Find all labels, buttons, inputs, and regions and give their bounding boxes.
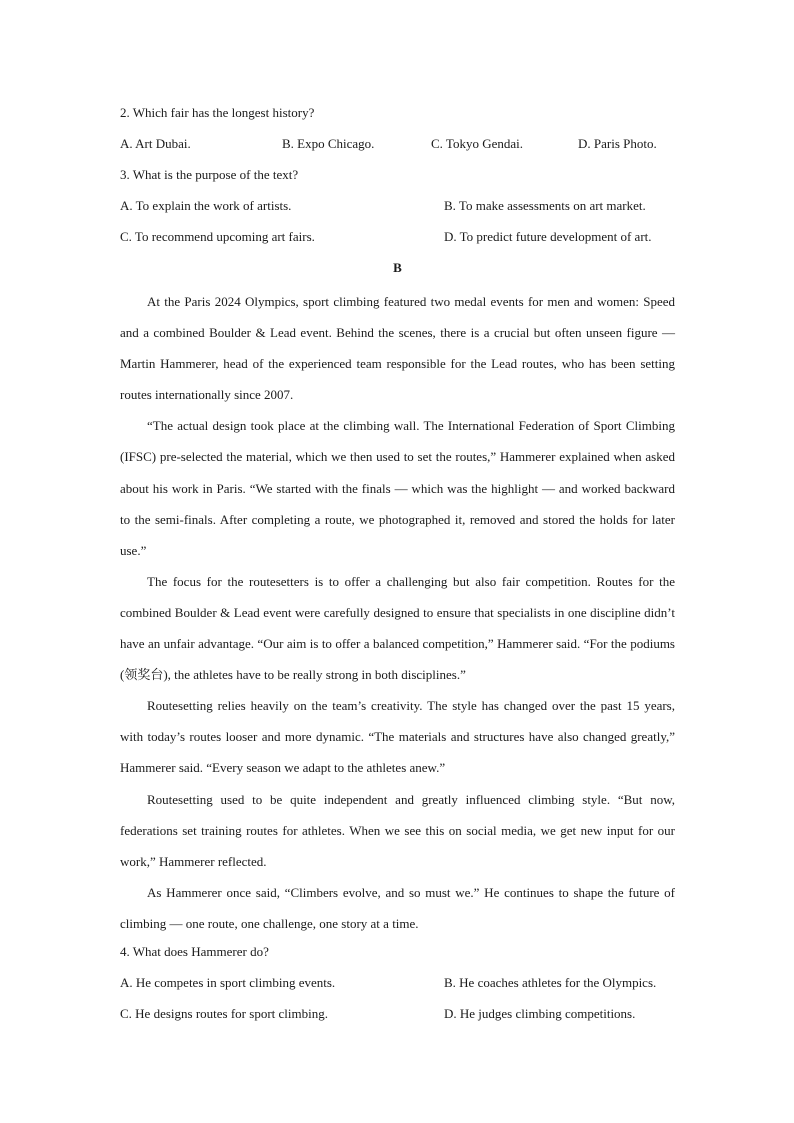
exam-page [120, 100, 675, 1032]
question-3: 3. What is the purpose of the text? [120, 167, 299, 182]
q4-option-d: D. He judges climbing competitions. [444, 1005, 636, 1021]
section-b-title: B [393, 260, 402, 275]
question-4-options-row-2 [120, 1001, 675, 1032]
q2-option-d: D. Paris Photo. [578, 136, 657, 151]
q2-option-a: A. Art Dubai. [120, 136, 191, 151]
question-2-options [120, 131, 675, 162]
passage-paragraph-4: Routesetting relies heavily on the team’s creativity. The style has changed over the past 15 years, with today’s routes looser and more dynamic. “The materials and structures have also changed greatly,” Hammerer said. “Every season we adapt to the athletes anew.” [120, 698, 675, 776]
passage-paragraph-1: At the Paris 2024 Olympics, sport climbing featured two medal events for men and women: Speed and a combined Boulder & Lead event. Behind the scenes, there is a crucial but often unseen figure — Martin Hammerer, head of the experienced team responsible for the Lead routes, who has been setting routes internationally since 2007. [120, 294, 675, 403]
passage-paragraph-5: Routesetting used to be quite independent and greatly influenced climbing style. “But now, federations set training routes for athletes. When we see this on social media, we get new input for our work,” Hammerer reflected. [120, 791, 675, 869]
q4-option-c: C. He designs routes for sport climbing. [120, 1005, 328, 1021]
passage-paragraph-3: The focus for the routesetters is to offer a challenging but also fair competition. Routes for the combined Boulder & Lead event were carefully designed to ensure that specialists in one discipline didn’t have an unfair advantage. “Our aim is to offer a balanced competition,” Hammerer said. “For the podiums (领奖台), the athletes have to be really strong in both disciplines.” [120, 573, 675, 683]
q3-option-c: C. To recommend upcoming art fairs. [120, 229, 315, 244]
question-4: 4. What does Hammerer do? [120, 943, 269, 959]
question-3-options-row-1 [120, 193, 675, 224]
q2-option-b: B. Expo Chicago. [282, 136, 375, 151]
q4-option-b: B. He coaches athletes for the Olympics. [444, 974, 657, 990]
q4-option-a: A. He competes in sport climbing events. [120, 974, 336, 990]
passage-paragraph-2: “The actual design took place at the climbing wall. The International Federation of Sport Climbing (IFSC) pre-selected the material, which we then used to set the routes,” Hammerer explained when asked about his work in Paris. “We started with the finals — which was the highlight — and worked backward to the semi-finals. After completing a route, we photographed it, removed and stored the holds for later use.” [120, 418, 675, 558]
q3-option-b: B. To make assessments on art market. [444, 198, 646, 213]
q2-option-c: C. Tokyo Gendai. [431, 136, 524, 151]
q3-option-d: D. To predict future development of art. [444, 229, 652, 244]
question-3-options-row-2 [120, 224, 675, 255]
question-2: 2. Which fair has the longest history? [120, 105, 315, 120]
q3-option-a: A. To explain the work of artists. [120, 198, 292, 213]
question-4-options-row-1 [120, 970, 675, 1001]
passage-paragraph-6: As Hammerer once said, “Climbers evolve, and so must we.” He continues to shape the future of climbing — one route, one challenge, one story at a time. [120, 884, 675, 931]
